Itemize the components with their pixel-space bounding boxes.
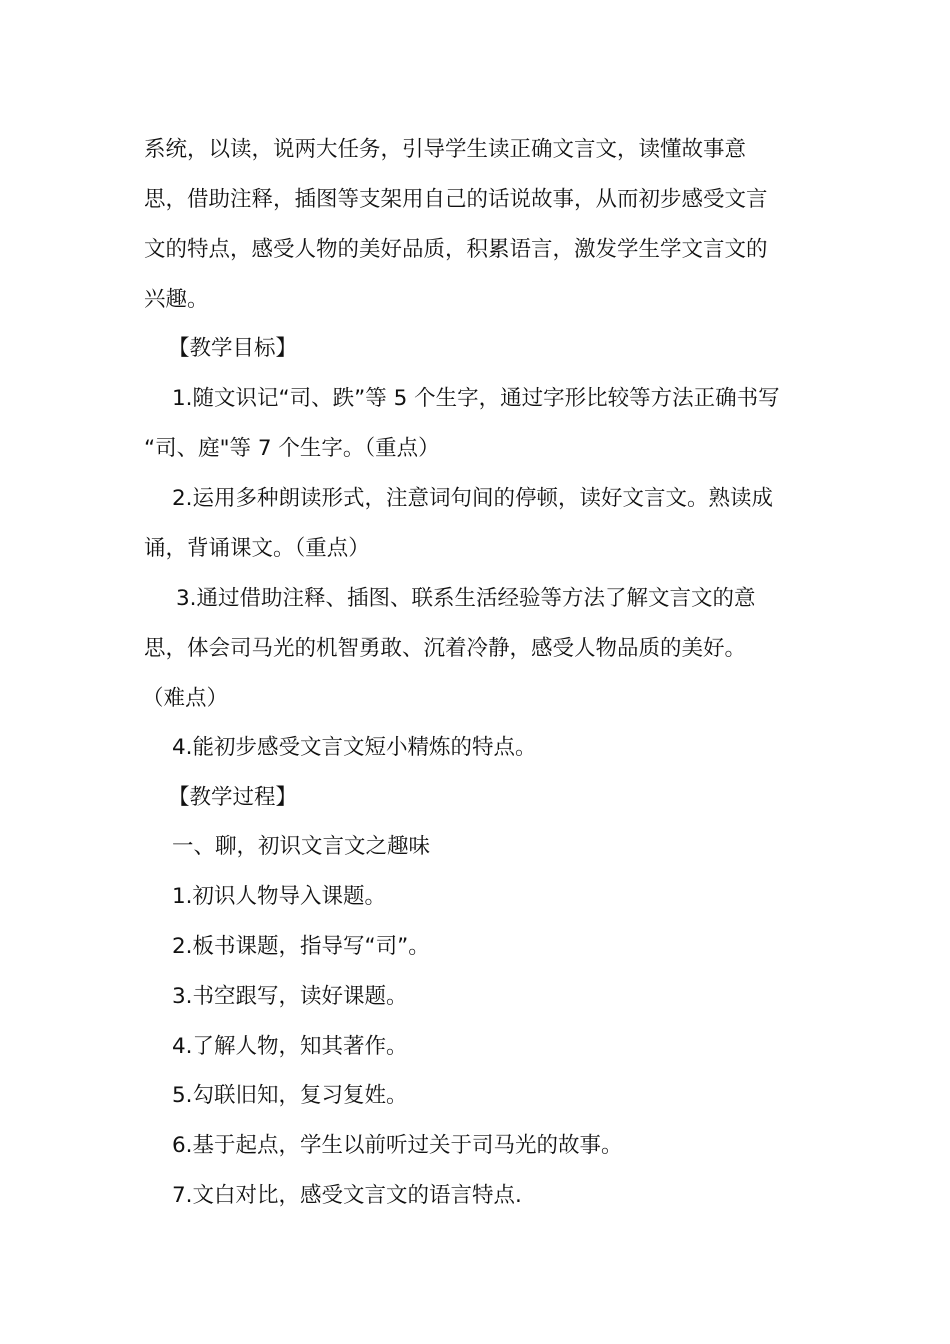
- objective-1-line-2: “司、庭"等 7 个生字。（重点）: [144, 436, 440, 461]
- objective-3-line-1: 3.通过借助注释、插图、联系生活经验等方法了解文言文的意: [176, 586, 756, 611]
- process-step-1: 1.初识人物导入课题。: [172, 884, 387, 909]
- objective-3-line-3: （难点）: [142, 686, 229, 711]
- objective-2-line-2: 诵，背诵课文。（重点）: [144, 536, 370, 561]
- objective-1-line-1: 1.随文识记“司、跌”等 5 个生字，通过字形比较等方法正确书写: [172, 386, 780, 411]
- intro-line-2: 思，借助注释，插图等支架用自己的话说故事，从而初步感受文言: [144, 187, 768, 212]
- process-section-1: 一、聊，初识文言文之趣味: [172, 834, 431, 859]
- intro-line-4: 兴趣。: [144, 287, 209, 312]
- process-step-2: 2.板书课题，指导写“司”。: [172, 934, 430, 959]
- process-step-3: 3.书空跟写，读好课题。: [172, 984, 408, 1009]
- process-step-7: 7.文白对比，感受文言文的语言特点.: [172, 1183, 522, 1208]
- process-step-6: 6.基于起点，学生以前听过关于司马光的故事。: [172, 1133, 623, 1158]
- process-step-5: 5.勾联旧知，复习复姓。: [172, 1083, 408, 1108]
- objective-4: 4.能初步感受文言文短小精炼的特点。: [172, 735, 537, 760]
- process-step-4: 4.了解人物，知其著作。: [172, 1034, 408, 1059]
- objective-2-line-1: 2.运用多种朗读形式，注意词句间的停顿，读好文言文。熟读成: [172, 486, 774, 511]
- intro-line-3: 文的特点，感受人物的美好品质，积累语言，激发学生学文言文的: [144, 237, 768, 262]
- objectives-heading: 【教学目标】: [168, 336, 298, 361]
- intro-line-1: 系统，以读，说两大任务，引导学生读正确文言文，读懂故事意: [144, 137, 747, 162]
- objective-3-line-2: 思，体会司马光的机智勇敢、沉着冷静，感受人物品质的美好。: [144, 636, 747, 661]
- process-heading: 【教学过程】: [168, 785, 298, 810]
